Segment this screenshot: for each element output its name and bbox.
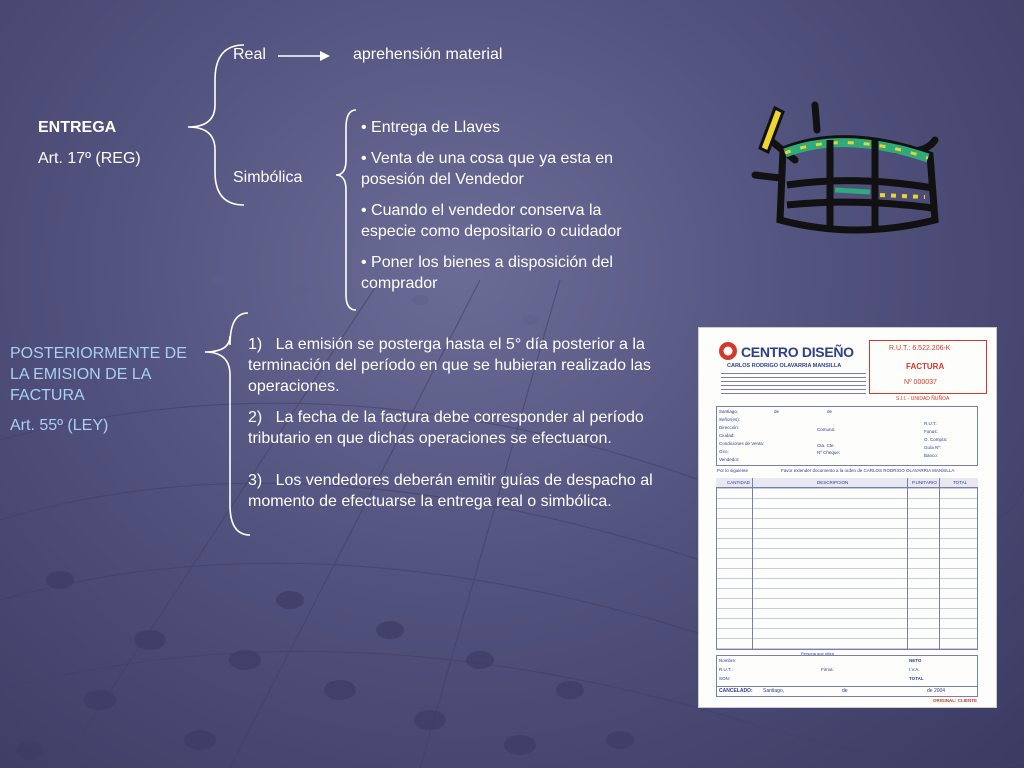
invoice-year: de 2004 [927, 688, 946, 694]
invoice-image [698, 327, 997, 708]
invoice-field: de [827, 409, 833, 414]
invoice-address-lines [721, 370, 866, 396]
label-posterior: POSTERIORMENTE DE LA EMISION DE LA FACTURA [10, 345, 187, 404]
invoice-field: Santiago, [719, 409, 739, 414]
bullet-item: • Entrega de Llaves [361, 119, 501, 136]
invoice-brand: CENTRO DISEÑO [741, 344, 854, 360]
invoice-col-cantidad: CANTIDAD [727, 480, 751, 485]
invoice-firma: Firma: [821, 667, 834, 672]
invoice-col-divider [752, 478, 753, 650]
label-art55: Art. 55º (LEY) [10, 417, 109, 434]
numbered-list [248, 334, 688, 512]
invoice-field: Banco: [924, 453, 939, 458]
invoice-rut-label: R.U.T.: [719, 667, 733, 672]
label-art17: Art. 17º (REG) [38, 150, 141, 167]
invoice-field: Condiciones de Venta: [719, 441, 765, 446]
invoice-client-box [716, 406, 978, 466]
invoice-footer-box [716, 655, 978, 687]
invoice-de: de [842, 688, 848, 694]
invoice-owner: CARLOS RODRIGO OLAVARRIA MANSILLA [727, 363, 842, 369]
invoice-favor: Favor extender documento a la orden de CARLOS RODRIGO OLAVARRIA MANSILLA [781, 468, 955, 473]
invoice-col-divider [939, 478, 940, 650]
invoice-neto: NETO [909, 658, 922, 663]
keys-clipart [735, 100, 955, 240]
arrow-head [320, 51, 330, 61]
label-real: Real [233, 46, 266, 63]
invoice-field: Señor(es): [719, 417, 741, 422]
invoice-field: Comuna: [817, 427, 836, 432]
brace-simbolica [336, 110, 356, 310]
invoice-field: O. Compra: [924, 437, 948, 442]
bullet-item: • Cuando el vendedor conserva la especie como depositario o cuidador [361, 202, 622, 240]
invoice-rut: R.U.T.: 6.522.206-K [889, 345, 951, 352]
invoice-number: Nº 000037 [904, 379, 937, 386]
invoice-sii: S.I.I. - UNIDAD ÑUÑOA [896, 396, 950, 402]
invoice-cancelado: CANCELADO: [719, 688, 753, 694]
invoice-field: Cta. Cte. [817, 443, 835, 448]
invoice-son: SON: [719, 676, 731, 681]
invoice-logo-icon [717, 340, 739, 362]
numbered-item: 3) Los vendedores deberán emitir guías de despacho al momento de efectuarse la entrega real o simbólica. [248, 472, 653, 510]
invoice-field: Guía Nº: [924, 445, 942, 450]
invoice-field: Ciudad: [719, 433, 735, 438]
invoice-santiago: Santiago, [763, 688, 785, 694]
invoice-col-descripcion: DESCRIPCION [817, 480, 849, 485]
label-simbolica: Simbólica [233, 169, 303, 186]
invoice-iva: I.V.A. [909, 667, 920, 672]
numbered-item: 2) La fecha de la factura debe corresponder al período tributario en que dichas operaciones se efectuaron. [248, 409, 644, 447]
invoice-field: de [774, 409, 780, 414]
invoice-persona: Persona que retira [801, 651, 834, 656]
bullet-item: • Poner los bienes a disposición del comprador [361, 254, 613, 292]
label-aprehension: aprehensión material [353, 46, 503, 63]
invoice-field: Fonos: [924, 429, 938, 434]
invoice-total: TOTAL [909, 676, 924, 681]
invoice-por-lo-siguiente: Por lo siguiente [717, 468, 749, 473]
invoice-type: FACTURA [906, 362, 945, 371]
bullet-item: • Venta de una cosa que ya esta en posesión del Vendedor [361, 150, 614, 188]
invoice-col-total: TOTAL [953, 480, 968, 485]
bullet-list [361, 117, 651, 294]
invoice-field: Dirección: [719, 425, 740, 430]
invoice-field: R.U.T.: [924, 421, 938, 426]
label-entrega: ENTREGA [38, 119, 117, 136]
brace-posterior [205, 313, 250, 535]
numbered-item: 1) La emisión se posterga hasta el 5° día posterior a la terminación del período en que se hubieran realizado las operaciones. [248, 336, 651, 395]
invoice-nombre: Nombre: [719, 658, 737, 663]
invoice-col-divider [907, 478, 908, 650]
invoice-col-unitario: P.UNITARIO [912, 480, 937, 485]
invoice-field: Vendedor: [719, 457, 740, 462]
invoice-original: ORIGINAL: CLIENTE [933, 698, 977, 703]
invoice-field: Giro: [719, 449, 729, 454]
invoice-field: Nº Cheque: [817, 450, 841, 455]
